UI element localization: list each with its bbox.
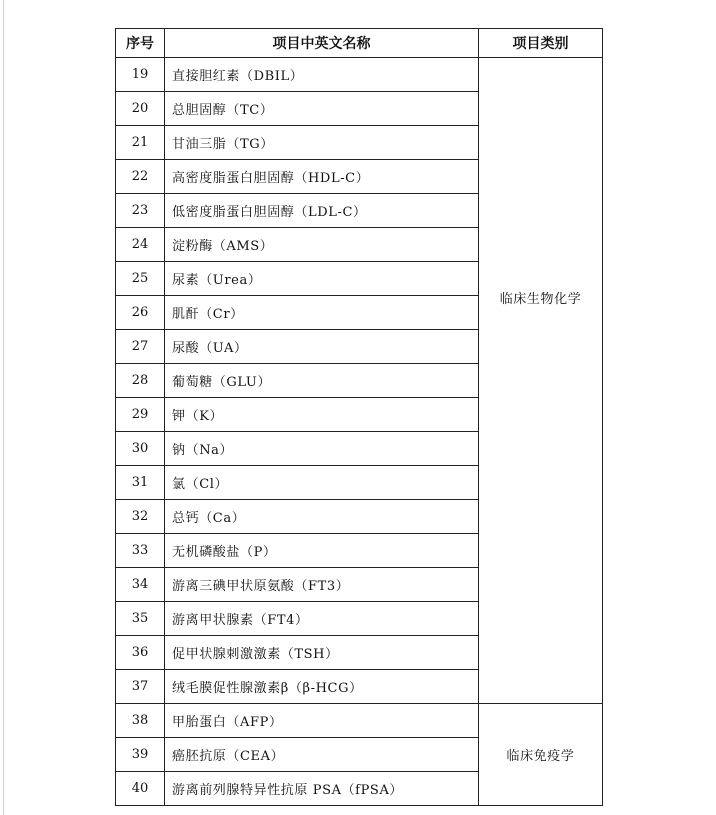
category-clinical-biochemistry: 临床生物化学 [479,58,603,704]
row-index: 37 [116,670,165,704]
row-name: 总钙（Ca） [165,500,479,534]
page-edge-rule [3,0,4,815]
row-name: 肌酐（Cr） [165,296,479,330]
row-index: 29 [116,398,165,432]
row-index: 38 [116,704,165,738]
row-name: 游离甲状腺素（FT4） [165,602,479,636]
row-index: 32 [116,500,165,534]
row-index: 40 [116,772,165,806]
row-name: 绒毛膜促性腺激素β（β-HCG） [165,670,479,704]
row-index: 39 [116,738,165,772]
row-name: 游离三碘甲状原氨酸（FT3） [165,568,479,602]
row-name: 淀粉酶（AMS） [165,228,479,262]
row-index: 30 [116,432,165,466]
row-name: 直接胆红素（DBIL） [165,58,479,92]
row-name: 无机磷酸盐（P） [165,534,479,568]
row-name: 高密度脂蛋白胆固醇（HDL-C） [165,160,479,194]
test-items-table [115,28,603,806]
row-name: 癌胚抗原（CEA） [165,738,479,772]
row-index: 26 [116,296,165,330]
row-name: 钾（K） [165,398,479,432]
row-name: 甲胎蛋白（AFP） [165,704,479,738]
row-name: 钠（Na） [165,432,479,466]
header-category: 项目类别 [479,29,603,58]
row-name: 氯（Cl） [165,466,479,500]
header-index: 序号 [116,29,165,58]
row-name: 葡萄糖（GLU） [165,364,479,398]
row-index: 31 [116,466,165,500]
row-index: 24 [116,228,165,262]
row-name: 尿酸（UA） [165,330,479,364]
category-clinical-immunology: 临床免疫学 [479,704,603,806]
row-name: 甘油三脂（TG） [165,126,479,160]
row-index: 33 [116,534,165,568]
row-name: 低密度脂蛋白胆固醇（LDL-C） [165,194,479,228]
row-name: 总胆固醇（TC） [165,92,479,126]
row-index: 27 [116,330,165,364]
row-index: 36 [116,636,165,670]
row-name: 游离前列腺特异性抗原 PSA（fPSA） [165,772,479,806]
row-index: 22 [116,160,165,194]
table-row [116,58,603,92]
row-index: 28 [116,364,165,398]
row-index: 19 [116,58,165,92]
table-row [116,704,603,738]
row-index: 35 [116,602,165,636]
row-index: 20 [116,92,165,126]
row-name: 尿素（Urea） [165,262,479,296]
row-index: 23 [116,194,165,228]
header-name: 项目中英文名称 [165,29,479,58]
row-name: 促甲状腺刺激激素（TSH） [165,636,479,670]
table-header-row [116,29,603,58]
row-index: 21 [116,126,165,160]
row-index: 34 [116,568,165,602]
row-index: 25 [116,262,165,296]
